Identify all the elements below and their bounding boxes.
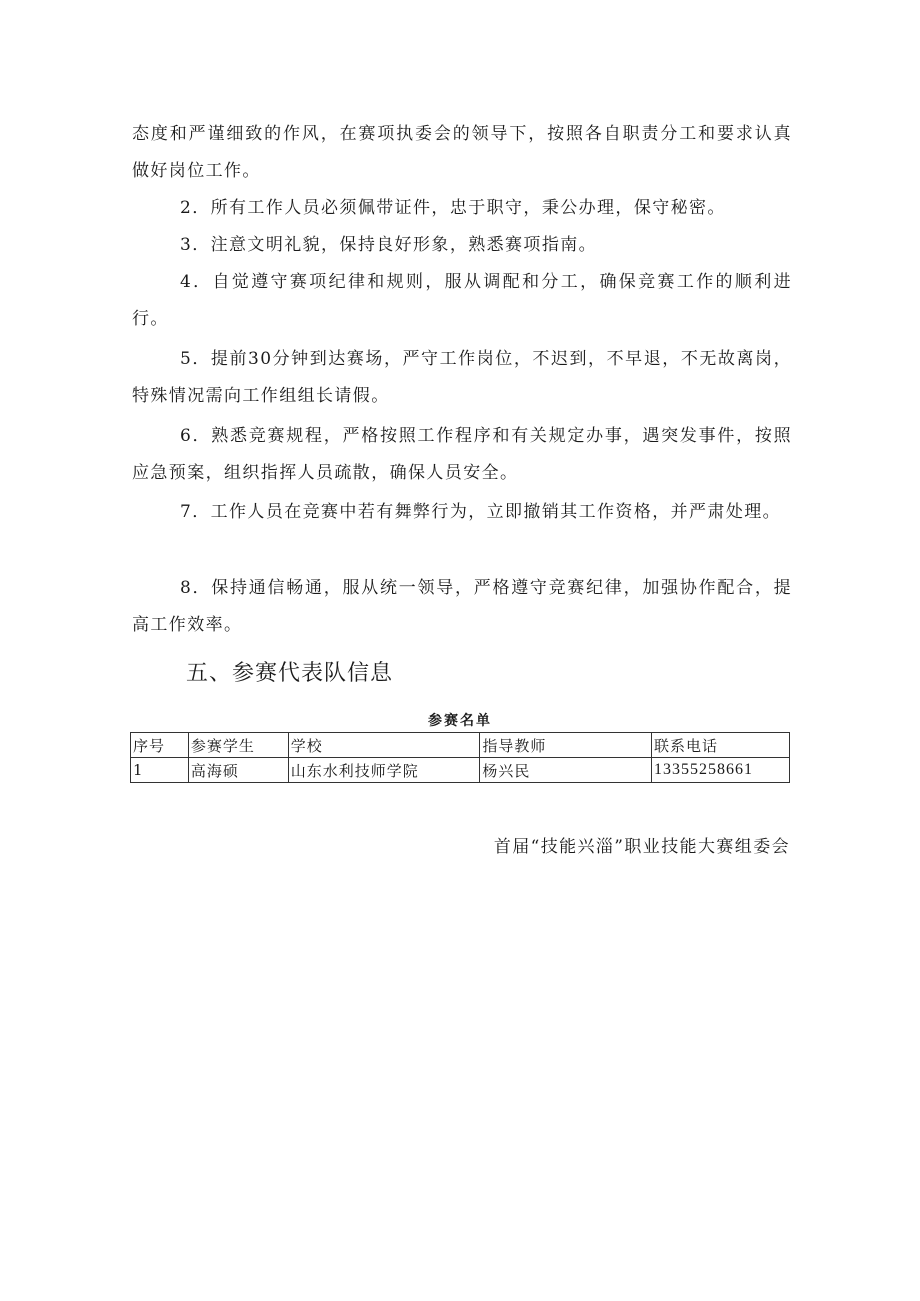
cell-index: 1 xyxy=(131,758,189,783)
roster-title: 参赛名单 xyxy=(428,713,492,729)
roster-table xyxy=(130,732,790,783)
paragraph-item-7: 7．工作人员在竞赛中若有舞弊行为，立即撤销其工作资格，并严肃处理。 xyxy=(180,502,782,522)
header-cell-teacher: 指导教师 xyxy=(480,733,652,758)
paragraph-item-4: 4．自觉遵守赛项纪律和规则，服从调配和分工，确保竞赛工作的顺利进行。 xyxy=(132,272,792,329)
organizer-signature: 首届“技能兴淄”职业技能大赛组委会 xyxy=(493,837,790,857)
paragraph-item-2: 2．所有工作人员必须佩带证件，忠于职守，秉公办理，保守秘密。 xyxy=(180,198,726,218)
header-cell-index: 序号 xyxy=(131,733,189,758)
table-header-row xyxy=(131,733,790,758)
cell-teacher: 杨兴民 xyxy=(480,758,652,783)
table-row xyxy=(131,758,790,783)
header-cell-phone: 联系电话 xyxy=(652,733,790,758)
paragraph-item-8: 8．保持通信畅通，服从统一领导，严格遵守竞赛纪律，加强协作配合，提高工作效率。 xyxy=(132,578,792,635)
cell-phone: 13355258661 xyxy=(652,758,790,783)
section-heading: 五、参赛代表队信息 xyxy=(186,661,394,686)
paragraph-item-6: 6．熟悉竞赛规程，严格按照工作程序和有关规定办事，遇突发事件，按照应急预案，组织指挥人员疏散，确保人员安全。 xyxy=(132,426,792,483)
header-cell-school: 学校 xyxy=(288,733,480,758)
paragraph-item-5: 5．提前30分钟到达赛场，严守工作岗位，不迟到，不早退，不无故离岗，特殊情况需向工作组组长请假。 xyxy=(132,349,792,406)
paragraph-continuation: 态度和严谨细致的作风，在赛项执委会的领导下，按照各自职责分工和要求认真做好岗位工作。 xyxy=(132,124,792,181)
cell-school: 山东水利技师学院 xyxy=(288,758,480,783)
paragraph-item-3: 3．注意文明礼貌，保持良好形象，熟悉赛项指南。 xyxy=(180,235,598,255)
cell-student: 高海硕 xyxy=(188,758,288,783)
header-cell-student: 参赛学生 xyxy=(188,733,288,758)
